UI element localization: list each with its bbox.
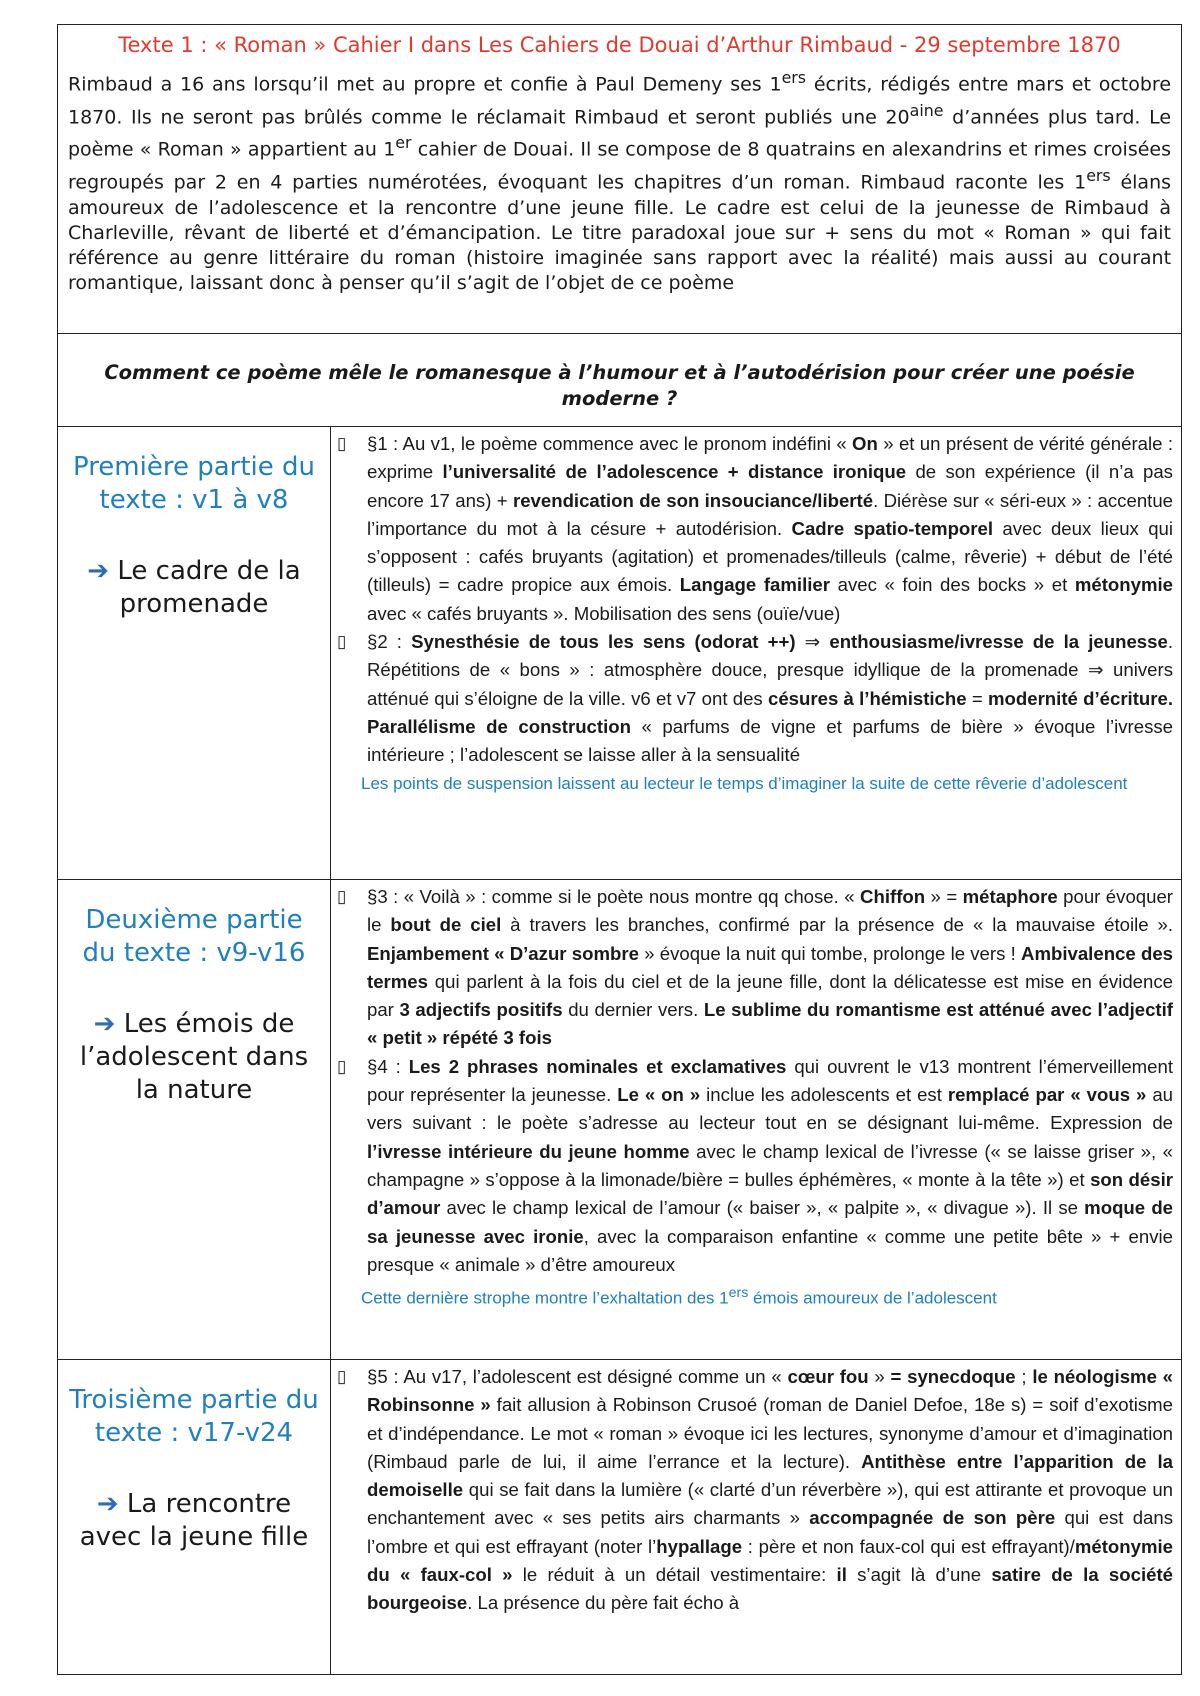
part-2-title: Deuxième partie du texte : v9-v16 bbox=[82, 905, 306, 968]
part-3-content bbox=[331, 1360, 1182, 1675]
header-cell bbox=[58, 25, 1182, 334]
bullet-item bbox=[337, 628, 1173, 769]
part-3-subtitle: ➔ La rencontre avec la jeune fille bbox=[79, 1489, 309, 1552]
bullet-marker-icon: ▯ bbox=[337, 1056, 347, 1076]
bullet-item bbox=[337, 1053, 1173, 1279]
part-2-subtitle: ➔ Les émois de l’adolescent dans la nature bbox=[79, 1009, 309, 1105]
bullet-item bbox=[337, 1363, 1173, 1618]
bullet-marker-icon: ▯ bbox=[337, 434, 347, 453]
part-note: Les points de suspension laissent au lecteur le temps d’imaginer la suite de cette rêverie d’adolescent bbox=[361, 773, 1128, 793]
bullet-text: §4 : Les 2 phrases nominales et exclamatives qui ouvrent le v13 montrent l’émerveillement pour représenter la jeunesse. Le « on » inclue les adolescents et est remplacé par « vous » au vers suivant : le poète s’adresse au lecteur tout en se désignant lui-même. Expression de l’ivresse intérieure du jeune homme avec le champ lexical de l’ivresse (« se laisse griser », « champagne » s’oppose à la limonade/bière = bulles éphémères, « monte à la tête ») et son désir d’amour avec le champ lexical de l’amour (« baiser », « palpite », « divague »). Il se moque de sa jeunesse avec ironie, avec la comparaison enfantine « comme une petite bête » + envie presque « animale » d’être amoureux bbox=[367, 1055, 1174, 1275]
part-2-content bbox=[331, 880, 1182, 1360]
bullet-item bbox=[337, 430, 1173, 628]
bullet-marker-icon: ▯ bbox=[337, 1367, 347, 1386]
part-3-heading-cell bbox=[58, 1360, 331, 1675]
part-1-subtitle: ➔ Le cadre de la promenade bbox=[87, 556, 301, 619]
document-title: Texte 1 : « Roman » Cahier I dans Les Cahiers de Douai d’Arthur Rimbaud - 29 septembre 1870 bbox=[118, 33, 1121, 57]
commentary-table bbox=[57, 24, 1182, 1675]
arrow-right-icon: ➔ bbox=[87, 556, 110, 586]
arrow-right-icon: ➔ bbox=[96, 1489, 119, 1519]
part-2-heading-cell bbox=[58, 880, 331, 1360]
part-1-title: Première partie du texte : v1 à v8 bbox=[72, 452, 316, 515]
bullet-marker-icon: ▯ bbox=[337, 887, 347, 906]
part-3-title: Troisième partie du texte : v17-v24 bbox=[69, 1385, 319, 1448]
bullet-text: §1 : Au v1, le poème commence avec le pronom indéfini « On » et un présent de vérité générale : exprime l’universalité de l’adolescence + distance ironique de son expérience (il n’a pas encore 17 ans) + revendication de son insouciance/liberté. Diérèse sur « séri-eux » : accentue l’importance du mot à la césure + autodérision. Cadre spatio-temporel avec deux lieux qui s’opposent : cafés bruyants (agitation) et promenades/tilleuls (calme, rêverie) + début de l’été (tilleuls) = cadre propice aux émois. Langage familier avec « foin des bocks » et métonymie avec « cafés bruyants ». Mobilisation des sens (ouïe/vue) bbox=[367, 433, 1174, 624]
bullet-text: §3 : « Voilà » : comme si le poète nous montre qq chose. « Chiffon » = métaphore pour évoquer le bout de ciel à travers les branches, confirmé par la présence de « la mauvaise étoile ». Enjambement « D’azur sombre » évoque la nuit qui tombe, prolonge le vers ! Ambivalence des termes qui parlent à la fois du ciel et de la jeune fille, dont la délicatesse est mise en évidence par 3 adjectifs positifs du dernier vers. Le sublime du romantisme est atténué avec l’adjectif « petit » répété 3 fois bbox=[367, 886, 1174, 1049]
part-1-heading-cell bbox=[58, 427, 331, 880]
bullet-marker-icon: ▯ bbox=[337, 632, 347, 652]
intro-paragraph: Rimbaud a 16 ans lorsqu’il met au propre et confie à Paul Demeny ses 1ers écrits, rédigés entre mars et octobre 1870. Ils ne seront pas brûlés comme le réclamait Rimbaud et seront publiés une $20^{aine}$ d’années plus tard. Le poème « Roman » appartient au 1er cahier de Douai. Il se compose de 8 quatrains en alexandrins et rimes croisées regroupés par 2 en 4 parties numérotées, évoquant les chapitres d’un roman. Rimbaud raconte les 1ers élans amoureux de l’adolescence et la rencontre d’une jeune fille. Le cadre est celui de la jeunesse de Rimbaud à Charleville, rêvant de liberté et d’émancipation. Le titre paradoxal joue sur + sens du mot « Roman » qui fait référence au genre littéraire du roman (histoire imaginée sans rapport avec la réalité) mais aussi au courant romantique, laissant donc à penser qu’il s’agit de l’objet de ce poème bbox=[68, 68, 1172, 295]
problematique-question: Comment ce poème mêle le romanesque à l’humour et à l’autodérision pour créer une poésie moderne ? bbox=[104, 361, 1135, 410]
bullet-text: §5 : Au v17, l’adolescent est désigné comme un « cœur fou » = synecdoque ; le néologisme « Robinsonne » fait allusion à Robinson Crusoé (roman de Daniel Defoe, 18e s) = soif d’exotisme et d’indépendance. Le mot « roman » évoque ici les lectures, synonyme d’amour et d’imagination (Rimbaud parle de lui, il aime l’errance et la lecture). Antithèse entre l’apparition de la demoiselle qui se fait dans la lumière (« clarté d’un réverbère »), qui est attirante et provoque un enchantement avec « ses petits airs charmants » accompagnée de son père qui est dans l’ombre et qui est effrayant (noter l’hypallage : père et non faux-col qui est effrayant)/métonymie du « faux-col » le réduit à un détail vestimentaire: il s’agit là d’une satire de la société bourgeoise. La présence du père fait écho à bbox=[367, 1366, 1174, 1614]
part-1-content bbox=[331, 427, 1182, 880]
bullet-item bbox=[337, 883, 1173, 1053]
arrow-right-icon: ➔ bbox=[93, 1009, 116, 1039]
bullet-text: §2 : Synesthésie de tous les sens (odorat ++) ⇒ enthousiasme/ivresse de la jeunesse. Répétitions de « bons » : atmosphère douce, presque idyllique de la promenade ⇒ univers atténué qui s’éloigne de la ville. v6 et v7 ont des césures à l’hémistiche = modernité d’écriture. Parallélisme de construction « parfums de vigne et parfums de bière » évoque l’ivresse intérieure ; l’adolescent se laisse aller à la sensualité bbox=[367, 631, 1174, 766]
problematique-cell bbox=[58, 334, 1182, 427]
part-note: Cette dernière strophe montre l’exhaltation des 1ers émois amoureux de l’adolescent bbox=[361, 1285, 997, 1308]
